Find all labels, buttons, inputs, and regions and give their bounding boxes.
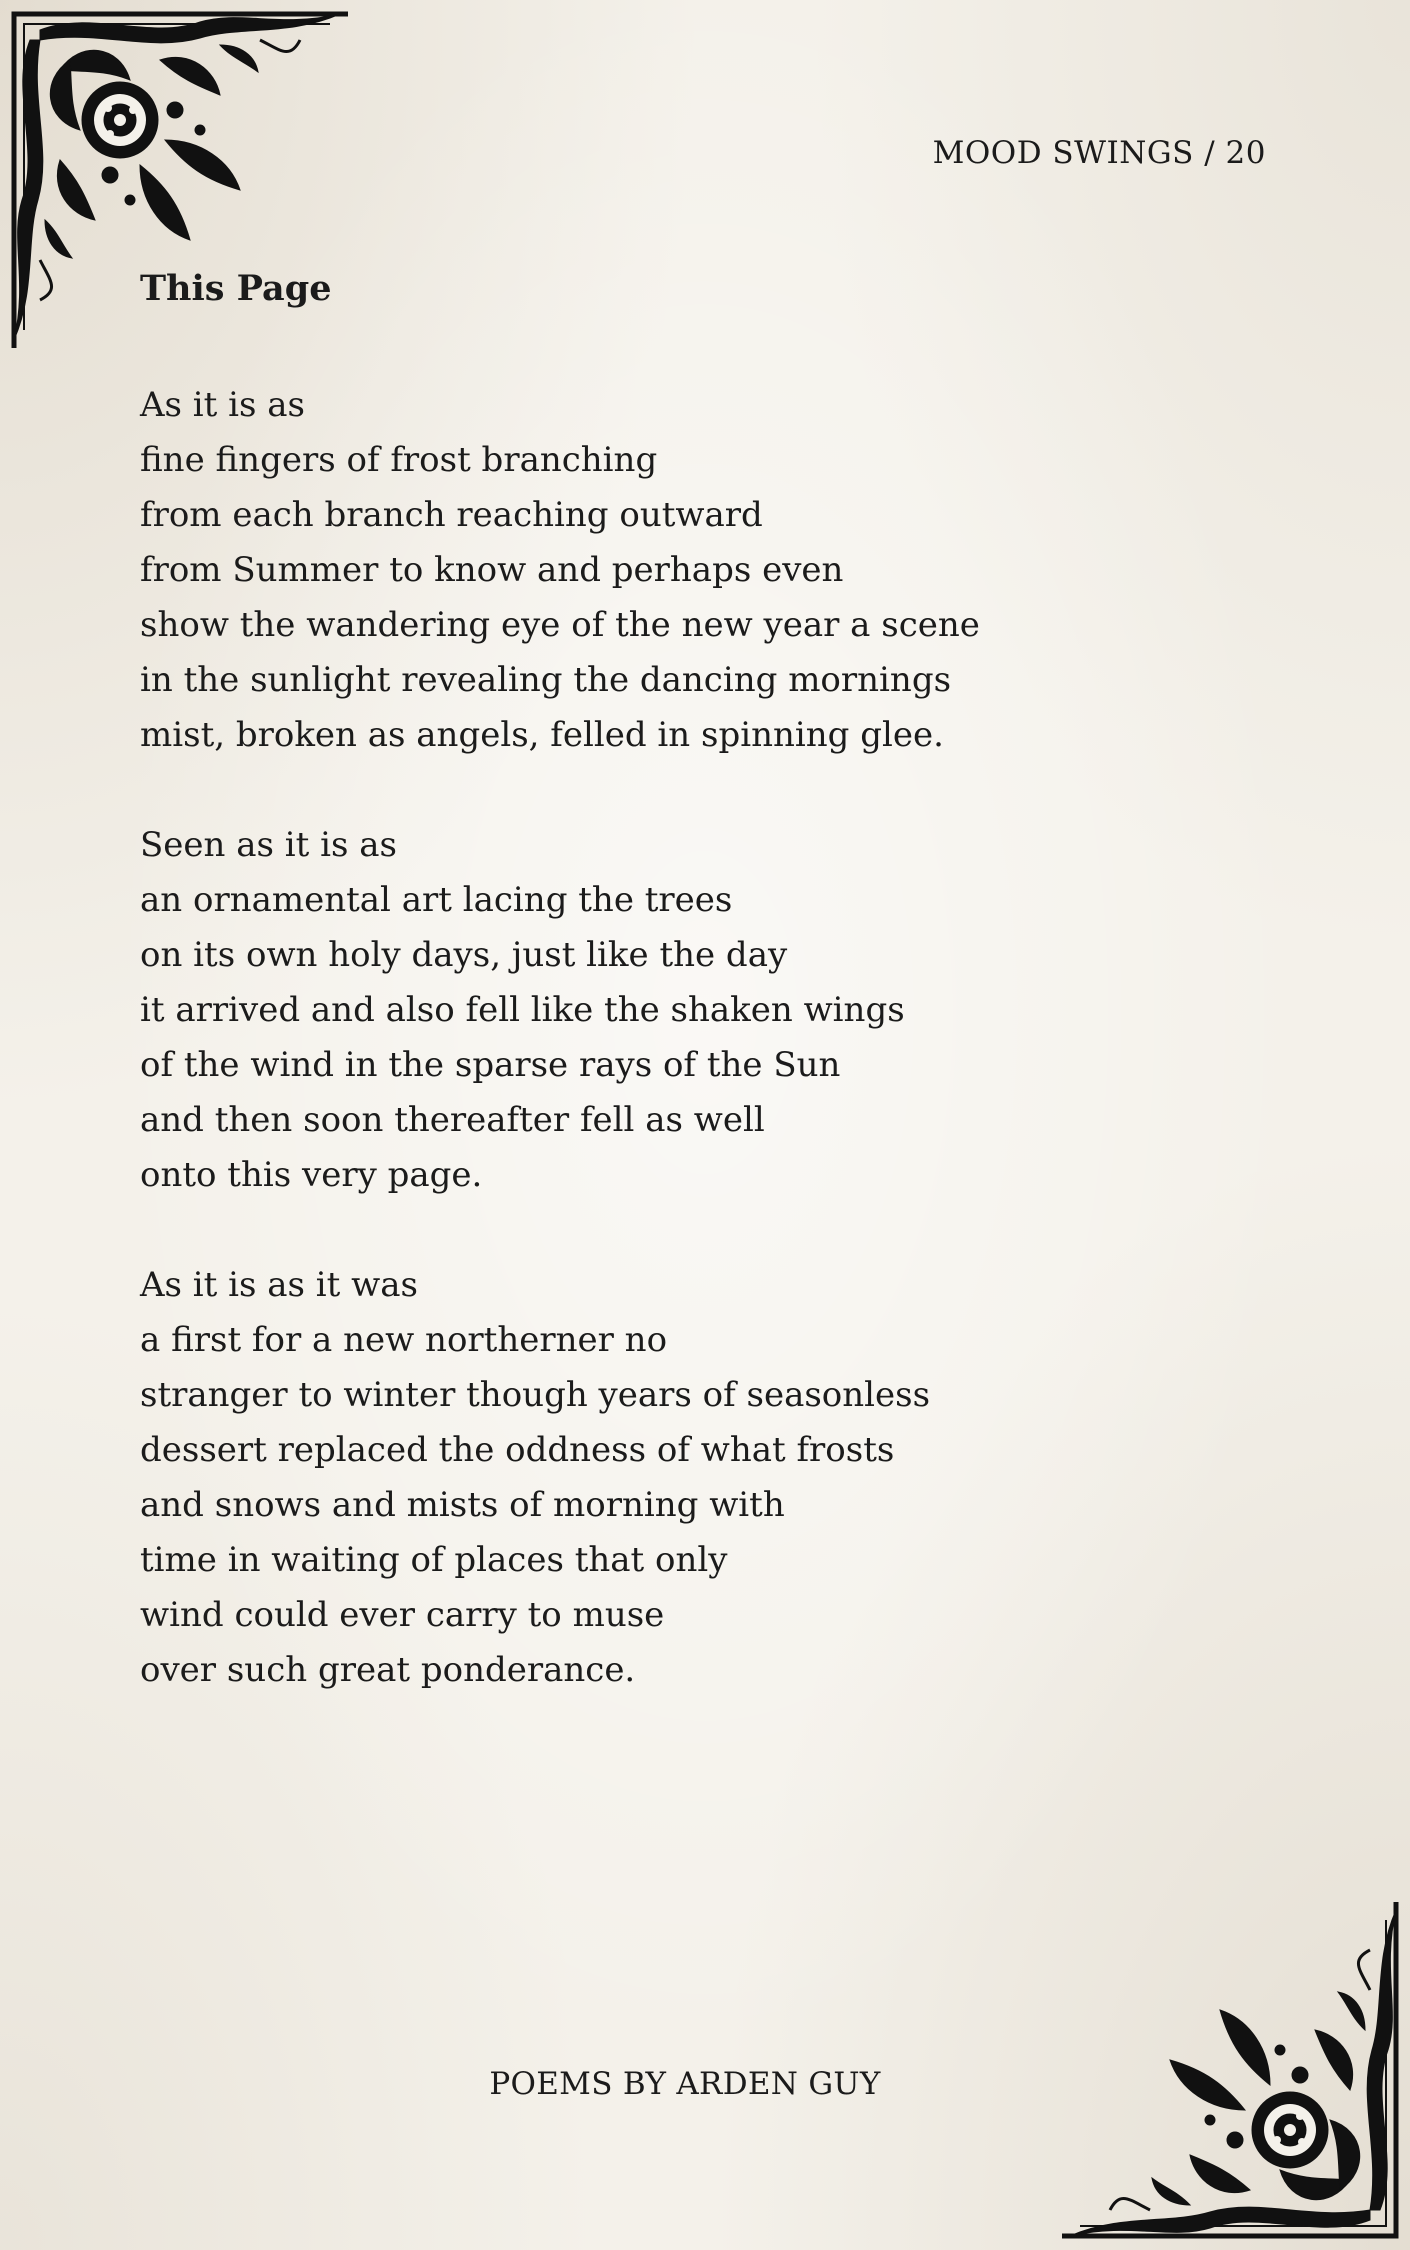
poem-line: it arrived and also fell like the shaken wings [140,990,905,1030]
poem-line: and snows and mists of morning with [140,1485,785,1525]
poem-line: an ornamental art lacing the trees [140,880,733,920]
poem-line: stranger to winter though years of seasonless [140,1375,931,1415]
poem-line: from each branch reaching outward [140,495,763,535]
poem-line: wind could ever carry to muse [140,1595,665,1635]
poem-line: over such great ponderance. [140,1650,636,1690]
poem-line: onto this very page. [140,1155,483,1195]
stanza-3 [140,1258,1240,1698]
poem-body [140,378,1240,1753]
poem-line: and then soon thereafter fell as well [140,1100,765,1140]
poem-line: in the sunlight revealing the dancing mornings [140,660,952,700]
poem-line: Seen as it is as [140,825,397,865]
poem-line: time in waiting of places that only [140,1540,728,1580]
poem-line: from Summer to know and perhaps even [140,550,844,590]
footer-byline: POEMS BY ARDEN GUY [489,2066,881,2102]
poem-line: a first for a new northerner no [140,1320,668,1360]
poem-line: As it is as [140,385,306,425]
poem-line: of the wind in the sparse rays of the Sun [140,1045,841,1085]
poem-line: dessert replaced the oddness of what frosts [140,1430,895,1470]
poem-line: on its own holy days, just like the day [140,935,788,975]
stanza-1 [140,378,1240,763]
poem-title: This Page [140,268,332,309]
poem-line: mist, broken as angels, felled in spinning glee. [140,715,944,755]
poem-line: show the wandering eye of the new year a scene [140,605,980,645]
stanza-2 [140,818,1240,1203]
poem-line: As it is as it was [140,1265,418,1305]
running-header: MOOD SWINGS / 20 [932,135,1266,171]
poem-line: fine fingers of frost branching [140,440,658,480]
